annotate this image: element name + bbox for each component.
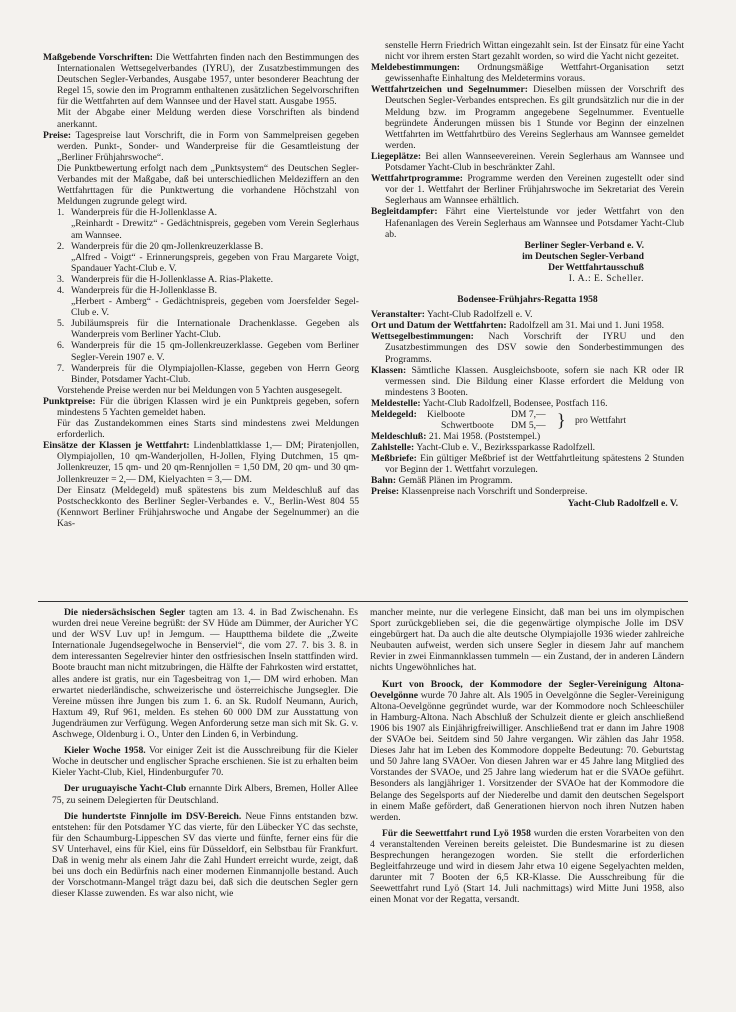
- schluss-text: 21. Mai 1958. (Poststempel.): [426, 431, 541, 442]
- schluss-paragraph: [371, 431, 684, 442]
- meldestelle-label: Meldestelle:: [371, 397, 421, 409]
- punkt-paragraph: [43, 396, 359, 418]
- news-entry: [52, 745, 358, 778]
- ort-text: Radolfzell am 31. Mai und 1. Juni 1958.: [506, 320, 665, 332]
- entry-text: wurden die ersten Vorarbeiten von den 4 veranstaltenden Vereinen bereits geleistet. Die Bundesmarine ist zu diesen Besprechungen herangezogen worden. Sie stellt die erforderlichen Begleitfahrzeuge und wird in diesem Jahr etwa 10 eigene Segelyachten melden, darunter mit 7 Booten der 6,5 KR-Klasse. Die Ausschreibung für die Seewettfahrt rund Lyö (Start 14. Juli nachmittags) wird Mitte Juni 1958, also einen Monat vor der Regatta, versandt.: [370, 827, 685, 906]
- veranst-label: Veranstalter:: [371, 309, 425, 321]
- prize-number: 5.: [57, 318, 65, 330]
- prize-number: 6.: [57, 340, 65, 352]
- zeichen-text: Dieselben müssen der Vorschrift des Deutschen Segler-Verbandes entsprechen. Es gilt grundsätzlich nur die in der Meldung bzw. im Programm angegebene Segelnummer. Eventuelle begründete Änderungen müssen bis 1 Stunde vor Beginn der einzelnen Wettfahrten im Wettfahrtbüro des Vereins Seglerhaus am Wannsee gemeldet werden.: [385, 84, 684, 151]
- entry-headline: Die hundertste Finnjolle im DSV-Bereich.: [64, 810, 242, 822]
- prize-item: [57, 285, 359, 318]
- upper-right-column: [371, 40, 684, 509]
- veranst-text: Yacht-Club Radolfzell e. V.: [425, 309, 533, 321]
- lower-right-column: [370, 607, 684, 910]
- programme-label: Wettfahrtprogramme:: [371, 173, 463, 185]
- prize-item: [57, 318, 359, 340]
- melde-text: Ordnungsmäßige Wettfahrt-Organisation setzt gewissenhafte Einhaltung des Meldetermins voraus.: [385, 62, 684, 85]
- einsatz-text: Lindenblattklasse 1,— DM; Piratenjollen, Olympiajollen, 10 qm-Wanderjollen, H-Jollen, Flying Dutchmen, 15 qm-Jollenkreuzer, 15 qm- und 20 qm-Rennjollen = 1,50 DM, 20 qm- und 30 qm-Jollenkreuzer = 2,— DM, Kielyachten = 3,— DM.: [57, 440, 359, 485]
- news-entry: [370, 679, 684, 823]
- meldegeld-suffix: pro Wettfahrt: [575, 415, 626, 426]
- prize-title: Wanderpreis für die 15 qm-Jollenkreuzerklasse. Gegeben vom Berliner Segler-Verein 1907 e. V.: [71, 340, 359, 363]
- mess-text: Ein gültiger Meßbrief ist der Wettfahrtleitung spätestens 2 Stunden vor Beginn der 1. Wettfahrt vorzulegen.: [385, 453, 684, 476]
- begleit-label: Begleitdampfer:: [371, 206, 438, 218]
- preise-text: Tagespreise laut Vorschrift, die in Form von Sammelpreisen gegeben werden. Punkt-, Sonder- und Wanderpreise für die Gesamtleistung der „Berliner Frühjahrswoche“.: [57, 129, 359, 163]
- prize-number: 1.: [57, 207, 65, 219]
- signature-line: Der Wettfahrtausschuß: [548, 261, 644, 273]
- meldegeld-item-1: Kielboote: [427, 409, 465, 420]
- prize-title: Wanderpreis für die H-Jollenklasse A.: [71, 207, 218, 219]
- melde-paragraph: [371, 62, 684, 84]
- entry-headline: Kieler Woche 1958.: [64, 745, 146, 757]
- prize-number: 2.: [57, 240, 65, 252]
- klassen-text: Sämtliche Klassen. Ausgleichsboote, sofern sie nach KR oder IR vermessen sind. Die Bildung einer Klasse erfordert die Meldung von mindestens 3 Booten.: [385, 364, 684, 398]
- wett-label: Wettsegelbestimmungen:: [371, 331, 474, 343]
- entry-headline: Kurt von Broock, der Kommodore der Segler-Vereinigung Altona-Oevelgönne: [370, 678, 684, 701]
- programme-text: Programme werden den Vereinen zugestellt oder sind vor der 1. Wettfahrt der Berliner Frühjahrswoche im Sekretariat des Verein Seglerhaus am Wannsee erhältlich.: [385, 173, 684, 207]
- mess-paragraph: [371, 453, 684, 475]
- mess-label: Meßbriefe:: [371, 453, 417, 465]
- entry-text: wurde 70 Jahre alt. Als 1905 in Oevelgönne die Segler-Vereinigung Altona-Oevelgönne gegründet wurde, war der Kommodore noch Schleeschüler in Hamburg-Altona. Nach Abschluß der Schulzeit diente er gleich anschließend 1906 bis 1907 als Einjährigfreiwilliger. Anschließend trat er dann im Jahre 1908 der SVAOe bei. Seitdem sind 50 Jahre vergangen. Wir zählen das Jahr 1958. Dieses Jahr hat im Leben des Kommodore doppelte Bedeutung: 70. Geburtstag und 50 Jahre lang SVAOer. Von diesen Jahren war er 45 Jahre lang Mitglied des Vorstandes der SVAOe, und 25 Jahre lang wiederum hat er die SVAOe geführt. Besonders als langjähriger 1. Vorsitzender der SVAOe hat der Kommodore die Belange des Segelsports auf der Niederelbe und damit den deutschen Segelsport in einem Maße gefördert, daß Generationen hiervon noch ihren Nutzen haben werden.: [370, 689, 684, 823]
- prize-title: Wanderpreis für die H-Jollenklasse A. Rias-Plakette.: [71, 273, 273, 285]
- entry-headline: Der uruguayische Yacht-Club: [64, 783, 187, 795]
- mv-paragraph: [43, 52, 359, 107]
- news-entry: [52, 783, 358, 805]
- prize-number: 4.: [57, 284, 65, 296]
- punkt-label: Punktpreise:: [43, 395, 96, 407]
- einsatz-paragraph: [43, 440, 359, 484]
- begleit-paragraph: [371, 206, 684, 239]
- prize-item: [57, 207, 359, 240]
- preise-paragraph-2: Die Punktbewertung erfolgt nach dem „Punktsystem“ des Deutschen Segler-Verbandes mit der Maßgabe, daß bei unterschiedlichen Meldeziffern an den Wettfahrttagen für die Punktwertung die vorhandene Höchstzahl von Meldungen zugrunde gelegt wird.: [57, 162, 359, 208]
- meldestelle-text: Yacht-Club Radolfzell, Bodensee, Postfach 116.: [420, 397, 608, 409]
- zeichen-paragraph: [371, 84, 684, 151]
- news-entry: [52, 607, 358, 740]
- zahl-label: Zahlstelle:: [371, 442, 415, 454]
- prize-list: [43, 207, 359, 396]
- prize-number: 7.: [57, 362, 65, 374]
- signature-radolfzell: Yacht-Club Radolfzell e. V.: [567, 497, 678, 509]
- entry-text: ernannte Dirk Albers, Bremen, Holler Allee 75, zu seinem Delegierten für Deutschland.: [52, 783, 358, 806]
- mv-paragraph-2: Mit der Abgabe einer Meldung werden diese Vorschriften als bindend anerkannt.: [57, 107, 359, 130]
- meldegeld-label: Meldegeld:: [371, 409, 417, 420]
- prize-text: [71, 285, 359, 318]
- preise2-paragraph: [371, 486, 684, 497]
- meldegeld-brace: }: [557, 410, 566, 430]
- bahn-paragraph: [371, 475, 684, 486]
- entry-text: Neue Finns entstanden bzw. entstehen: für den Potsdamer YC das vierte, für den Lübecker YC das sechste, für den Schaumburg-Lippeschen SV das vierte und fünfte, ferner eins für die SV Unterhavel, eins für Kiel, eins für Düsseldorf, ein Selbstbau für Frankfurt. Daß in wenig mehr als einem Jahr die Zahl Hundert erreicht wurde, zeigt, daß bei uns doch ein Bedürfnis nach einer modernen Einmannjolle bestand. Auch der Vorschotmann-Mangel trägt dazu bei, daß sich die deutschen Segler gern dieser Klasse zuwenden. Es war also nicht, wie: [52, 810, 358, 900]
- signature-line: I. A.: E. Scheller.: [568, 272, 644, 284]
- wett-paragraph: [371, 331, 684, 364]
- prize-title: Wanderpreis für die Olympiajollen-Klasse, gegeben von Herrn Georg Binder, Potsdamer Yacht-Club.: [71, 362, 359, 385]
- news-entry: [370, 828, 684, 906]
- klassen-label: Klassen:: [371, 364, 407, 376]
- entry-headline: Die niedersächsischen Segler: [64, 607, 186, 618]
- news-entry-continuation: [370, 607, 684, 674]
- bahn-label: Bahn:: [371, 475, 397, 487]
- entry-headline: Für die Seewettfahrt rund Lyö 1958: [382, 827, 531, 839]
- mv-text: Die Wettfahrten finden nach den Bestimmungen des Internationalen Wettsegelverbandes (IYRU), der Zusatzbestimmungen des Deutschen Segler-Verbandes, Ausgabe 1957, unter besonderer Beachtung der Regel 15, sowie den im Programm enthaltenen zusätzlichen Segelvorschriften für die Wettfahrten auf dem Wannsee und der Havel statt. Ausgabe 1955.: [57, 52, 359, 108]
- entry-text: Vor einiger Zeit ist die Ausschreibung für die Kieler Woche in deutscher und englischer Sprache erschienen. Sie ist zu erhalten beim Kieler Yacht-Club, Kiel, Hindenburgufer 70.: [52, 745, 358, 779]
- zahl-text: Yacht-Club e. V., Bezirkssparkasse Radolfzell.: [414, 442, 596, 454]
- mv-label: Maßgebende Vorschriften:: [43, 52, 153, 63]
- preise-paragraph: [43, 130, 359, 163]
- zahl-paragraph: [371, 442, 684, 453]
- prize-number: 3.: [57, 273, 65, 285]
- meldegeld-block: [371, 409, 684, 431]
- prize-title: Wanderpreis für die H-Jollenklasse B.: [71, 284, 218, 296]
- liege-text: Bei allen Wannseevereinen. Verein Seglerhaus am Wannsee und Potsdamer Yacht-Club in beschränkter Zahl.: [385, 150, 684, 174]
- entry-text: tagten am 13. 4. in Bad Zwischenahn. Es wurden drei neue Vereine begrüßt: der SV Hüde am Dümmer, der Auricher YC und der WSV Luv up! in Jemgum. — Hauptthema bildete die „Zweite Internationale Jugendsegelwoche in Benserviel“, die vom 27. 7. bis 3. 8. in dem interessanten Segelrevier hinter den ostfriesischen Inseln stattfinden wird. Boote braucht man nicht mitzubringen, die Hälfte der Fahrkosten wird erstattet, alles andere ist gratis, nur ein Tagesbeitrag von 1,— DM wird erhoben. Man erwartet niederländische, schweizerische und österreichische Jungsegler. Die Vereine müssen ihre Jungen bis zum 1. 6. an Sk. Rudolf Neumann, Aurich, Haxtum 49, Ruf 961, melden. Es stehen 60 000 DM zur Ausstattung von Jugendräumen zur Verfügung. Wegen Anforderung setze man sich mit Sk. G. v. Aschwege, Oldenburg i. O., Unter den Linden 6, in Verbindung.: [52, 607, 358, 741]
- melde-label: Meldebestimmungen:: [371, 62, 460, 74]
- veranst-paragraph: [371, 309, 684, 320]
- meldegeld-value-1: DM 7,—: [511, 409, 546, 420]
- meldegeld-value-2: DM 5,—: [511, 420, 546, 431]
- bahn-text: Gemäß Plänen im Programm.: [396, 475, 513, 487]
- signature-line: im Deutschen Segler-Verband: [522, 250, 644, 262]
- einsatz-label: Einsätze der Klassen je Wettfahrt:: [43, 440, 190, 452]
- preise-label: Preise:: [43, 129, 72, 141]
- einsatz-paragraph-2: Der Einsatz (Meldegeld) muß spätestens bis zum Meldeschluß auf das Postscheckkonto des Berliner Segler-Verbandes e. V., Berlin-West 804 55 (Kennwort Berliner Frühjahrswoche und Angabe der Segelnummer) an die Kas-: [57, 484, 359, 529]
- prize-title: Wanderpreis für die 20 qm-Jollenkreuzerklasse B.: [71, 240, 264, 252]
- bodensee-title: Bodensee-Frühjahrs-Regatta 1958: [457, 294, 598, 306]
- punkt-text: Für die übrigen Klassen wird je ein Punktpreis gegeben, sofern mindestens 5 Yachten gemeldet haben.: [57, 395, 359, 418]
- liege-paragraph: [371, 151, 684, 173]
- klassen-paragraph: [371, 365, 684, 398]
- cont-paragraph: senstelle Herrn Friedrich Wittan eingezahlt sein. Ist der Einsatz für eine Yacht nicht vor ihrem ersten Start gezahlt worden, so wird die Yacht nicht gezeitet.: [385, 40, 684, 63]
- prize-item: [57, 241, 359, 274]
- ort-paragraph: [371, 320, 684, 331]
- lower-left-column: [52, 607, 358, 904]
- punkt-paragraph-2: Für das Zustandekommen eines Starts sind mindestens zwei Meldungen erforderlich.: [57, 418, 359, 441]
- prize-sub: „Reinhardt - Drewitz“ - Gedächtnispreis, gegeben vom Verein Seglerhaus am Wannsee.: [71, 218, 359, 241]
- entry-text: mancher meinte, nur die verlegene Einsicht, daß man bei uns im olympischen Sport zurückgeblieben sei, die die gegenwärtige olympische Jolle im DSV eingebürgert hat. Da auch die alte deutsche Olympiajolle 1936 wieder zahlreiche Neubauten aufweist, werden sich unsere Segler in diesem Jahr auf manchem Revier in zwei Einmannklassen tummeln — ein Zustand, der in anderen Ländern nichts Ungewöhnliches hat.: [370, 607, 684, 674]
- prizes-note: Vorstehende Preise werden nur bei Meldungen von 5 Yachten ausgesegelt.: [57, 384, 343, 396]
- zeichen-label: Wettfahrtzeichen und Segelnummer:: [371, 84, 528, 96]
- news-entry: [52, 811, 358, 900]
- begleit-text: Fährt eine Viertelstunde vor jeder Wettfahrt von den Hafenanlagen des Verein Seglerhaus am Wannsee und Potsdamer Yacht-Club ab.: [385, 206, 684, 240]
- prize-sub: „Herbert - Amberg“ - Gedächtnispreis, gegeben vom Joersfelder Segel-Club e. V.: [71, 296, 359, 319]
- prize-item: [57, 274, 359, 285]
- prize-item: [57, 363, 359, 385]
- prize-text: [71, 207, 359, 240]
- meldegeld-item-2: Schwertboote: [441, 420, 494, 431]
- section-divider: [38, 601, 688, 602]
- meldestelle-paragraph: [371, 398, 684, 409]
- prize-sub: „Alfred - Voigt“ - Erinnerungspreis, gegeben von Frau Margarete Voigt, Spandauer Yacht-Club e. V.: [71, 251, 359, 274]
- prize-text: [71, 241, 359, 274]
- prize-title: Jubiläumspreis für die Internationale Drachenklasse. Gegeben als Wanderpreis vom Berliner Yacht-Club.: [71, 318, 359, 341]
- preise2-text: Klassenpreise nach Vorschrift und Sonderpreise.: [399, 486, 588, 498]
- prize-item: [57, 340, 359, 362]
- wett-text: Nach Vorschrift der IYRU und den Zusatzbestimmungen des DSV sowie den Sonderbestimmungen des Programms.: [385, 331, 684, 365]
- signature-line: Berliner Segler-Verband e. V.: [524, 239, 644, 251]
- upper-left-column: [43, 52, 359, 529]
- liege-label: Liegeplätze:: [371, 150, 422, 162]
- schluss-label: Meldeschluß:: [371, 431, 427, 442]
- programme-paragraph: [371, 173, 684, 206]
- preise2-label: Preise:: [371, 486, 400, 498]
- ort-label: Ort und Datum der Wettfahrten:: [371, 320, 507, 332]
